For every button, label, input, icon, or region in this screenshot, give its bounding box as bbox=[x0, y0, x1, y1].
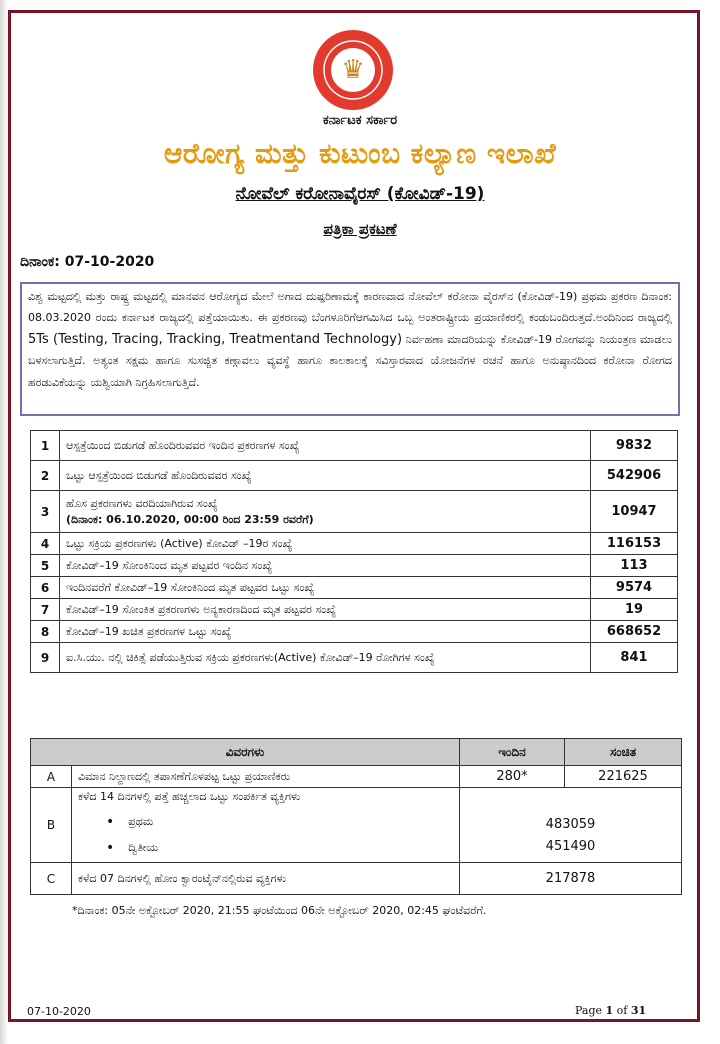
government-name: ಕರ್ನಾಟಕ ಸರ್ಕಾರ bbox=[322, 113, 398, 128]
table-row bbox=[31, 577, 678, 599]
row-number: 8 bbox=[31, 621, 60, 643]
intro-paragraph bbox=[20, 282, 680, 416]
bullet-icon: • bbox=[106, 814, 115, 830]
row-values bbox=[460, 788, 682, 863]
row-label-cell bbox=[60, 643, 591, 673]
summary-row-c bbox=[31, 863, 682, 895]
page-current: 1 bbox=[605, 1004, 614, 1017]
release-date: ದಿನಾಂಕ: 07-10-2020 bbox=[20, 254, 155, 270]
intro-text-english: 5Ts (Testing, Tracing, Tracking, Treatmentand Technology) bbox=[28, 331, 403, 347]
row-label-cell bbox=[60, 461, 591, 491]
page-of: of bbox=[613, 1004, 631, 1017]
row-number: 7 bbox=[31, 599, 60, 621]
table-row bbox=[31, 555, 678, 577]
row-value: 841 bbox=[591, 643, 678, 673]
subject-title: ನೋವೆಲ್ ಕರೋನಾವೈರಸ್ (ಕೋವಿಡ್-19) bbox=[235, 184, 485, 204]
list-item bbox=[106, 814, 453, 830]
row-value: 668652 bbox=[591, 621, 678, 643]
page-total: 31 bbox=[630, 1004, 647, 1017]
header-today: ಇಂದಿನ bbox=[460, 739, 565, 766]
row-label: ಕೋವಿಡ್–19 ಸೋಂಕಿತ ಪ್ರಕರಣಗಳು ಅನ್ಯಕಾರಣದಿಂದ ಮೃತ ಪಟ್ಟವರ ಸಂಖ್ಯೆ bbox=[66, 602, 337, 616]
row-label-cell bbox=[60, 599, 591, 621]
row-label: ವಿಮಾನ ನಿಲ್ದಾಣದಲ್ಲಿ ತಪಾಸಣೆಗೊಳಪಟ್ಟ ಒಟ್ಟು ಪ್ರಯಾಣಿಕರು bbox=[72, 766, 460, 788]
row-label-cell bbox=[60, 555, 591, 577]
summary-row-a bbox=[31, 766, 682, 788]
row-key: A bbox=[31, 766, 72, 788]
row-value: 113 bbox=[591, 555, 678, 577]
value-second: 451490 bbox=[545, 839, 596, 854]
row-number: 1 bbox=[31, 431, 60, 461]
intro-text-1: ವಿಶ್ವ ಮಟ್ಟದಲ್ಲಿ ಮತ್ತು ರಾಷ್ಟ್ರ ಮಟ್ಟದಲ್ಲಿ ಮಾನವನ ಆರೋಗ್ಯದ ಮೇಲೆ ಅಗಾದ ದುಷ್ಪರಿಣಾಮಕ್ಕೆ ಕಾರಣವಾದ ನೋವೆಲ್ ಕರೋನಾ ವೈರಸ್‌ನ (ಕೋವಿಡ್-19) ಪ್ರಥಮ ಪ್ರಕರಣ ದಿನಾಂಕ: 08.03.2020 ರಂದು ಕರ್ನಾಟಕ ರಾಜ್ಯದಲ್ಲಿ ಪತ್ತೆಯಾಯಿತು. ಈ ಪ್ರಕರಣವು ಬೆಂಗಳೂರಿಗೆಆಗಮಿಸಿದ ಒಬ್ಬ ಅಂತರಾಷ್ಟ್ರೀಯ ಪ್ರಯಾಣಿಕರಲ್ಲಿ ಕಂಡುಬಂದಿರುತ್ತದೆ.ಅಂದಿನಿಂದ ರಾಜ್ಯದಲ್ಲಿ bbox=[28, 290, 672, 325]
row-value: 116153 bbox=[591, 533, 678, 555]
table-row bbox=[31, 533, 678, 555]
value-first: 483059 bbox=[545, 817, 596, 832]
row-value: 217878 bbox=[460, 863, 682, 895]
row-number: 6 bbox=[31, 577, 60, 599]
row-label: ಕಳೆದ 14 ದಿನಗಳಲ್ಲಿ ಪತ್ತೆ ಹಚ್ಚಲಾದ ಒಟ್ಟು ಸಂಪರ್ಕಿತ ವ್ಯಕ್ತಿಗಳು bbox=[78, 790, 301, 803]
header-cumulative: ಸಂಚಿತ bbox=[565, 739, 682, 766]
page-prefix: Page bbox=[575, 1004, 606, 1017]
row-number: 5 bbox=[31, 555, 60, 577]
row-label: ಐ.ಸಿ.ಯು. ನಲ್ಲಿ ಚಿಕಿತ್ಸೆ ಪಡೆಯುತ್ತಿರುವ ಸಕ್ರಿಯ ಪ್ರಕರಣಗಳು(Active) ಕೋವಿಡ್–19 ರೋಗಿಗಳ ಸಂಖ್ಯೆ bbox=[66, 650, 435, 664]
row-value: 19 bbox=[591, 599, 678, 621]
row-label: ಒಟ್ಟು ಆಸ್ಪತ್ರೆಯಿಂದ ಬಿಡುಗಡೆ ಹೊಂದಿರುವವರ ಸಂಖ್ಯೆ bbox=[66, 468, 252, 482]
seal-ring-icon bbox=[313, 30, 393, 110]
row-label: ಒಟ್ಟು ಸಕ್ರಿಯ ಪ್ರಕರಣಗಳು (Active) ಕೋವಿಡ್ –19ರ ಸಂಖ್ಯೆ bbox=[66, 536, 293, 550]
list-item-label: ಪ್ರಥಮ bbox=[128, 815, 154, 828]
row-label-cell bbox=[60, 491, 591, 533]
row-label: ಕಳೆದ 07 ದಿನಗಳಲ್ಲಿ ಹೋಂ ಕ್ವಾರಂಟೈನ್‌ನಲ್ಲಿರುವ ವ್ಯಕ್ತಿಗಳು bbox=[72, 863, 460, 895]
row-label-cell bbox=[72, 788, 460, 863]
row-label-cell bbox=[60, 533, 591, 555]
page-number bbox=[575, 1004, 646, 1017]
row-number: 4 bbox=[31, 533, 60, 555]
table-row bbox=[31, 599, 678, 621]
row-sublabel: (ದಿನಾಂಕ: 06.10.2020, 00:00 ರಿಂದ 23:59 ರವರೆಗೆ) bbox=[66, 512, 314, 526]
department-title: ಆರೋಗ್ಯ ಮತ್ತು ಕುಟುಂಬ ಕಲ್ಯಾಣ ಇಲಾಖೆ bbox=[163, 137, 557, 170]
travel-contact-summary-table bbox=[30, 738, 682, 895]
table-row bbox=[31, 643, 678, 673]
karnataka-seal-logo bbox=[313, 30, 393, 110]
row-total: 221625 bbox=[565, 766, 682, 788]
row-key: B bbox=[31, 788, 72, 863]
footer-date: 07-10-2020 bbox=[27, 1005, 91, 1018]
row-label-cell bbox=[60, 431, 591, 461]
row-label-cell bbox=[60, 621, 591, 643]
list-item-label: ದ್ವಿತೀಯ bbox=[128, 841, 159, 854]
row-number: 3 bbox=[31, 491, 60, 533]
row-label: ಕೋವಿಡ್–19 ಸೋಂಕಿನಿಂದ ಮೃತ ಪಟ್ಟವರ ಇಂದಿನ ಸಂಖ್ಯೆ bbox=[66, 558, 273, 572]
row-number: 2 bbox=[31, 461, 60, 491]
summary-header-row bbox=[31, 739, 682, 766]
row-value: 9574 bbox=[591, 577, 678, 599]
row-value: 10947 bbox=[591, 491, 678, 533]
row-label: ಕೋವಿಡ್–19 ಖಚಿತ ಪ್ರಕರಣಗಳ ಒಟ್ಟು ಸಂಖ್ಯೆ bbox=[66, 624, 232, 638]
row-value: 542906 bbox=[591, 461, 678, 491]
table-row bbox=[31, 491, 678, 533]
header-details: ವಿವರಗಳು bbox=[31, 739, 460, 766]
bullet-icon: • bbox=[106, 840, 115, 856]
row-value: 9832 bbox=[591, 431, 678, 461]
row-label: ಆಸ್ಪತ್ರೆಯಿಂದ ಬಿಡುಗಡೆ ಹೊಂದಿರುವವರ ಇಂದಿನ ಪ್ರಕರಣಗಳ ಸಂಖ್ಯೆ bbox=[66, 438, 300, 452]
list-item bbox=[106, 840, 453, 856]
table-row bbox=[31, 461, 678, 491]
intro-text-2: ನಿರ್ವಹಣಾ ಮಾದರಿಯನ್ನು ಕೋವಿಡ್-19 ರೋಗವನ್ನು ನಿಯಂತ್ರಣ ಮಾಡಲು ಬಳಸಲಾಗುತ್ತಿದೆ. ಅತ್ಯಂತ ಸಕ್ಷಮ ಹಾಗೂ ಸುಸಜ್ಜಿತ ಕಣ್ಗಾವಲು ವ್ಯವಸ್ಥೆ ಹಾಗೂ ಕಾಲಕಾಲಕ್ಕೆ ಸವಿಸ್ತಾರವಾದ ಯೋಜನೆಗಳ ರಚನೆ ಹಾಗೂ ಅನುಷ್ಠಾನದಿಂದ ಕರೋನಾ ರೋಗದ ಹರಡುವಿಕೆಯನ್ನು ಯಶ್ವಿಯಾಗಿ ನಿಗ್ರಹಿಸಲಾಗುತ್ತಿದೆ. bbox=[28, 332, 672, 389]
covid-stats-table bbox=[30, 430, 678, 673]
press-release-title: ಪತ್ರಿಕಾ ಪ್ರಕಟಣೆ bbox=[323, 220, 397, 238]
emblem-icon: ♛ bbox=[331, 48, 375, 92]
summary-row-b bbox=[31, 788, 682, 863]
table-row bbox=[31, 431, 678, 461]
row-label: ಹೊಸ ಪ್ರಕರಣಗಳು ವರದಿಯಾಗಿರುವ ಸಂಖ್ಯೆ bbox=[66, 496, 218, 510]
row-today: 280* bbox=[460, 766, 565, 788]
footnote: *ದಿನಾಂಕ: 05ನೇ ಅಕ್ಟೋಬರ್ 2020, 21:55 ಘಂಟೆಯಿಂದ 06ನೇ ಅಕ್ಟೋಬರ್ 2020, 02:45 ಘಂಟೆವರೆಗೆ. bbox=[72, 904, 487, 917]
row-label: ಇಂದಿನವರೆಗೆ ಕೋವಿಡ್–19 ಸೋಂಕಿನಿಂದ ಮೃತ ಪಟ್ಟವರ ಒಟ್ಟು ಸಂಖ್ಯೆ bbox=[66, 580, 315, 594]
row-key: C bbox=[31, 863, 72, 895]
row-number: 9 bbox=[31, 643, 60, 673]
row-label-cell bbox=[60, 577, 591, 599]
table-row bbox=[31, 621, 678, 643]
